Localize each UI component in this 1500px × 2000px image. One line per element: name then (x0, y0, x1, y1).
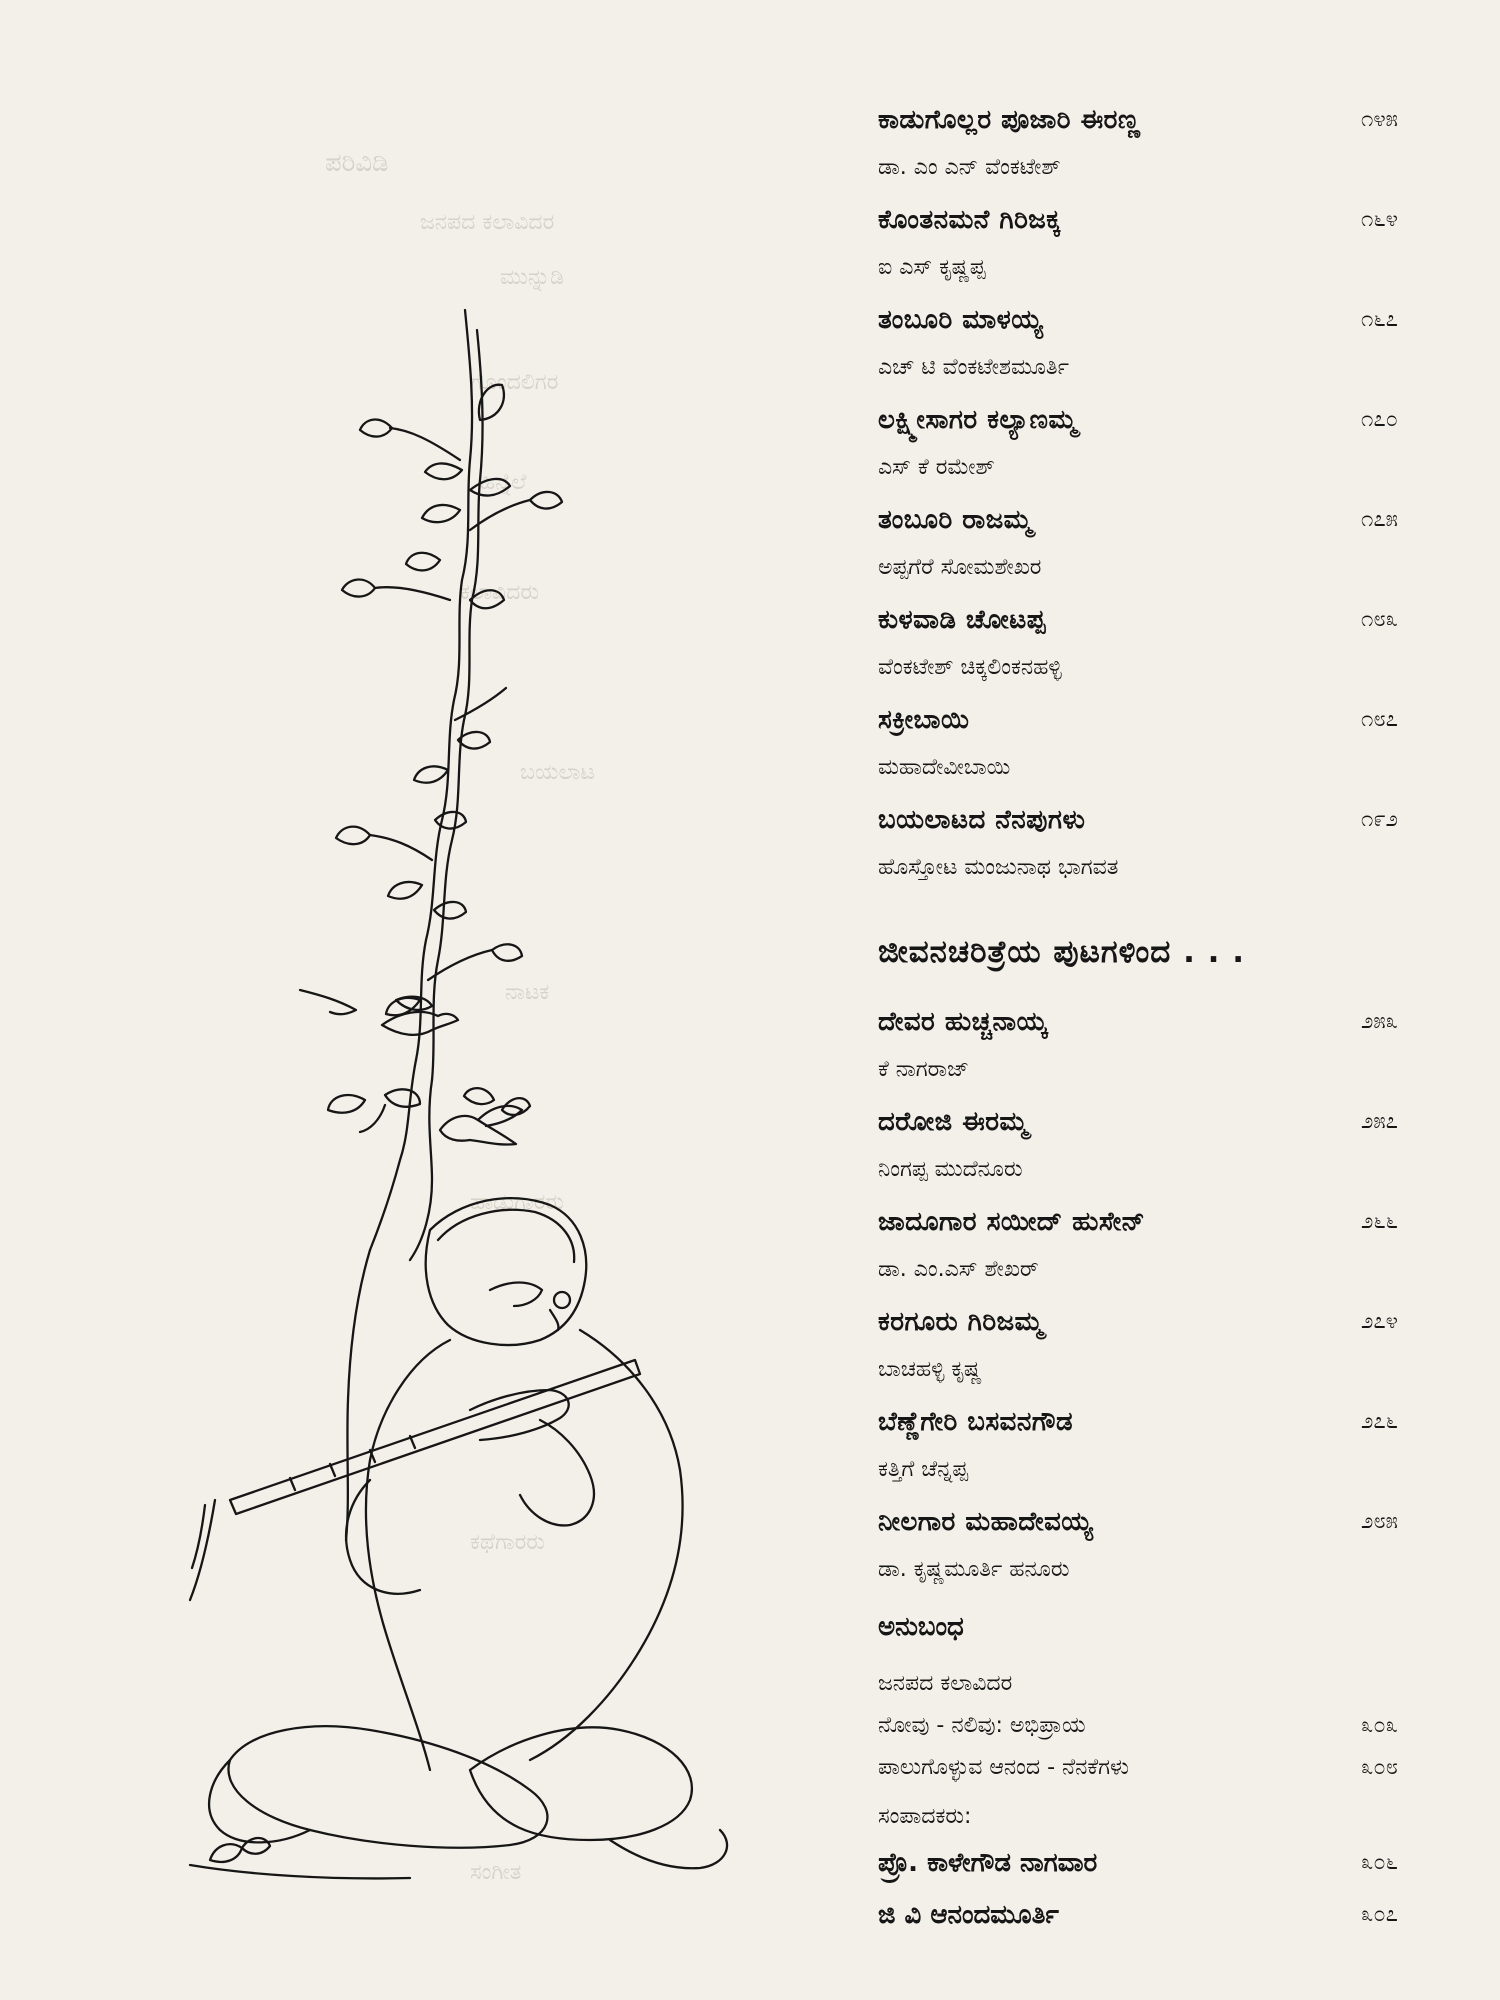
bleed-through-text: ನಾಟಕ (505, 980, 550, 1005)
section-heading: ಜೀವನಚರಿತ್ರೆಯ ಪುಟಗಳಿಂದ . . . (878, 934, 1246, 970)
player-back (530, 1330, 683, 1760)
leaf-icon (434, 902, 466, 919)
entry-title: ಕಾಡುಗೊಲ್ಲರ ಪೂಜಾರಿ ಈರಣ್ಣ (878, 105, 1141, 135)
toc-entry (878, 505, 1398, 605)
entry-page: ೨೫೩ (1361, 1009, 1398, 1034)
player-nose (550, 1310, 558, 1330)
entry-page: ೧೭೫ (1361, 507, 1398, 532)
toc-entry (878, 205, 1398, 305)
bleed-through-text: ಕಲಾವಿದರು (460, 580, 539, 605)
leaf-icon (406, 553, 440, 571)
player-head (426, 1198, 587, 1345)
entry-author: ಕತ್ತಿಗೆ ಚೆನ್ನಪ್ಪ (878, 1457, 969, 1482)
bleed-through-text: ಜನಪದ ಕಲಾವಿದರ (420, 210, 555, 235)
toc-entry (878, 1307, 1398, 1407)
vine-stem (370, 1060, 416, 1250)
toc-entry (878, 1007, 1398, 1107)
entry-author: ಎಚ್ ಟಿ ವೆಂಕಟೇಶಮೂರ್ತಿ (878, 355, 1069, 380)
flute-holes (290, 1436, 415, 1490)
entry-page: ೨೭೬ (1361, 1409, 1398, 1434)
entry-page: ೧೯೨ (1361, 807, 1398, 832)
bleed-through-text: ಪರಿವಿಡಿ (325, 148, 389, 178)
entry-page: ೨೫೭ (1361, 1109, 1398, 1134)
bleed-through-text: ಗೊಂದಲಿಗರ (470, 370, 559, 395)
toc-entry (878, 105, 1398, 205)
entry-author: ಡಾ. ಕೃಷ್ಣಮೂರ್ತಿ ಹನೂರು (878, 1557, 1070, 1582)
ground-tuft (210, 1844, 242, 1862)
leaf-icon (360, 420, 392, 437)
vine-stem (416, 310, 472, 1060)
entry-title: ಲಕ್ಷ್ಮೀಸಾಗರ ಕಲ್ಯಾಣಮ್ಮ (878, 405, 1078, 435)
appendix-item (878, 1705, 1398, 1747)
editor-entry (878, 1889, 1398, 1941)
toc-entry (878, 1407, 1398, 1507)
bleed-through-text: ಬಯಲಾಟ (520, 760, 595, 785)
flute-icon (230, 1360, 640, 1514)
leaf-icon (470, 479, 510, 496)
entry-title: ಕುಳವಾಡಿ ಚೋಟಪ್ಪ (878, 605, 1046, 635)
bleed-through-text: ಹಾಡುಗಾರರು (470, 1190, 564, 1215)
bird-icon (300, 990, 356, 1014)
editor-name: ಜಿ ವಿ ಆನಂದಮೂರ್ತಿ (878, 1900, 1059, 1930)
entry-author: ಹೊಸ್ತೋಟ ಮಂಜುನಾಥ ಭಾಗವತ (878, 855, 1119, 880)
editor-page: ೩೦೬ (1361, 1850, 1398, 1875)
editors-label: ಸಂಪಾದಕರು: (878, 1804, 972, 1829)
leaf-icon (342, 580, 375, 597)
vine-stem-outline (432, 330, 483, 1080)
entry-author: ಡಾ. ಎಂ.ಎಸ್ ಶೇಖರ್ (878, 1257, 1039, 1282)
bleed-through-text: ಸಂಗೀತ (470, 1860, 522, 1885)
entry-title: ತಂಬೂರಿ ರಾಜಮ್ಮ (878, 505, 1033, 535)
editor-entry (878, 1837, 1398, 1889)
entry-title: ದೇವರ ಹುಚ್ಚನಾಯ್ಕ (878, 1007, 1048, 1037)
toc-entry (878, 705, 1398, 805)
leaf-icon (422, 505, 460, 522)
appendix-item-page: ೩೦೩ (1361, 1713, 1398, 1738)
entry-author: ಎಸ್ ಕೆ ರಮೇಶ್ (878, 455, 995, 480)
entry-title: ಸಕ್ರೀಬಾಯಿ (878, 705, 970, 735)
bleed-through-text: ಕಥೆಗಾರರು (470, 1530, 545, 1555)
toc-entry (878, 405, 1398, 505)
entry-page: ೧೪೫ (1361, 107, 1398, 132)
entry-title: ದರೋಜಿ ಈರಮ್ಮ (878, 1107, 1029, 1137)
leaf-icon (492, 944, 522, 960)
entry-title: ತಂಬೂರಿ ಮಾಳಯ್ಯ (878, 305, 1044, 335)
vine-twig (390, 428, 460, 460)
player-hand (520, 1420, 594, 1525)
entry-page: ೧೭೦ (1361, 407, 1398, 432)
entry-author: ಕೆ ನಾಗರಾಜ್ (878, 1057, 969, 1082)
entry-page: ೧೮೭ (1361, 707, 1398, 732)
appendix-item-label: ನೋವು - ನಲಿವು: ಅಭಿಪ್ರಾಯ (878, 1713, 1086, 1738)
player-leg (228, 1726, 547, 1847)
entry-author: ಡಾ. ಎಂ ಎನ್ ವೆಂಕಟೇಶ್ (878, 155, 1061, 180)
toc-entry (878, 1507, 1398, 1607)
entry-author: ಐ ಎಸ್ ಕೃಷ್ಣಪ್ಪ (878, 255, 986, 280)
bleed-through-text: ಹಿನ್ನೆಲೆ (480, 470, 527, 495)
toc-entry (878, 1207, 1398, 1307)
leaf-icon (360, 1105, 385, 1132)
vine-twig (375, 587, 450, 600)
player-body (366, 1340, 450, 1770)
entry-author: ನಿಂಗಪ್ಪ ಮುದೆನೂರು (878, 1157, 1023, 1182)
player-foot (610, 1830, 727, 1868)
leaf-icon (530, 492, 562, 509)
leaf-icon (470, 590, 504, 608)
entry-title: ಕರಗೂರು ಗಿರಿಜಮ್ಮ (878, 1307, 1044, 1337)
toc-entry (878, 605, 1398, 705)
leaf-icon (425, 463, 462, 479)
entry-author: ಬಾಚಹಳ್ಳಿ ಕೃಷ್ಣ (878, 1357, 982, 1382)
entry-page: ೧೬೪ (1361, 207, 1398, 232)
entry-title: ಬಯಲಾಟದ ನೆನಪುಗಳು (878, 805, 1086, 835)
entry-title: ನೀಲಗಾರ ಮಹಾದೇವಯ್ಯ (878, 1507, 1094, 1537)
flute-player-illustration (170, 300, 750, 1900)
appendix-heading: ಅನುಬಂಧ (878, 1612, 964, 1642)
leaf-icon (336, 827, 370, 845)
entry-page: ೨೮೫ (1361, 1509, 1398, 1534)
flute-tassel (190, 1500, 215, 1600)
leaf-icon (414, 766, 448, 782)
leaf-icon (385, 1089, 420, 1106)
vine-twig (370, 835, 432, 860)
player-foot (209, 1760, 310, 1842)
appendix-subheading: ಜನಪದ ಕಲಾವಿದರ (878, 1671, 1013, 1696)
entry-page: ೨೬೬ (1361, 1209, 1398, 1234)
toc-entry (878, 1107, 1398, 1207)
entry-page: ೧೬೭ (1361, 307, 1398, 332)
leaf-icon (464, 1088, 494, 1104)
table-of-contents (878, 105, 1398, 1941)
entry-page: ೧೮೩ (1361, 607, 1398, 632)
appendix-item-page: ೩೦೮ (1361, 1755, 1398, 1780)
toc-entry (878, 305, 1398, 405)
appendix-item-label: ಪಾಲುಗೊಳ್ಳುವ ಆನಂದ - ನೆನಕೆಗಳು (878, 1755, 1129, 1780)
entry-title: ಜಾದೂಗಾರ ಸಯೀದ್ ಹುಸೇನ್ (878, 1207, 1146, 1237)
leaf-icon (328, 1095, 365, 1113)
bleed-through-text: ಮುನ್ನುಡಿ (500, 265, 564, 290)
toc-entry (878, 805, 1398, 905)
entry-title: ಬೆಣ್ಣೆಗೇರಿ ಬಸವನಗೌಡ (878, 1407, 1074, 1437)
player-ear (554, 1292, 570, 1308)
entry-author: ಅಪ್ಪಗೆರೆ ಸೋಮಶೇಖರ (878, 555, 1042, 580)
ground-line (190, 1865, 410, 1878)
editor-page: ೩೦೭ (1361, 1902, 1398, 1927)
entry-title: ಕೊಂತನಮನೆ ಗಿರಿಜಕ್ಕ (878, 205, 1061, 235)
player-arm (346, 1480, 420, 1594)
editor-name: ಪ್ರೊ. ಕಾಳೇಗೌಡ ನಾಗವಾರ (878, 1848, 1098, 1878)
entry-page: ೨೭೪ (1361, 1309, 1398, 1334)
player-face (490, 1283, 542, 1307)
player-hair (438, 1210, 574, 1262)
player-leg (470, 1727, 692, 1840)
leaf-icon (388, 882, 422, 899)
entry-author: ವೆಂಕಟೇಶ್ ಚಿಕ್ಕಲಿಂಕನಹಳ್ಳಿ (878, 655, 1062, 680)
appendix-item (878, 1747, 1398, 1789)
leaf-icon (435, 812, 466, 829)
entry-author: ಮಹಾದೇವೀಬಾಯಿ (878, 755, 1011, 780)
vine-twig (455, 688, 506, 720)
